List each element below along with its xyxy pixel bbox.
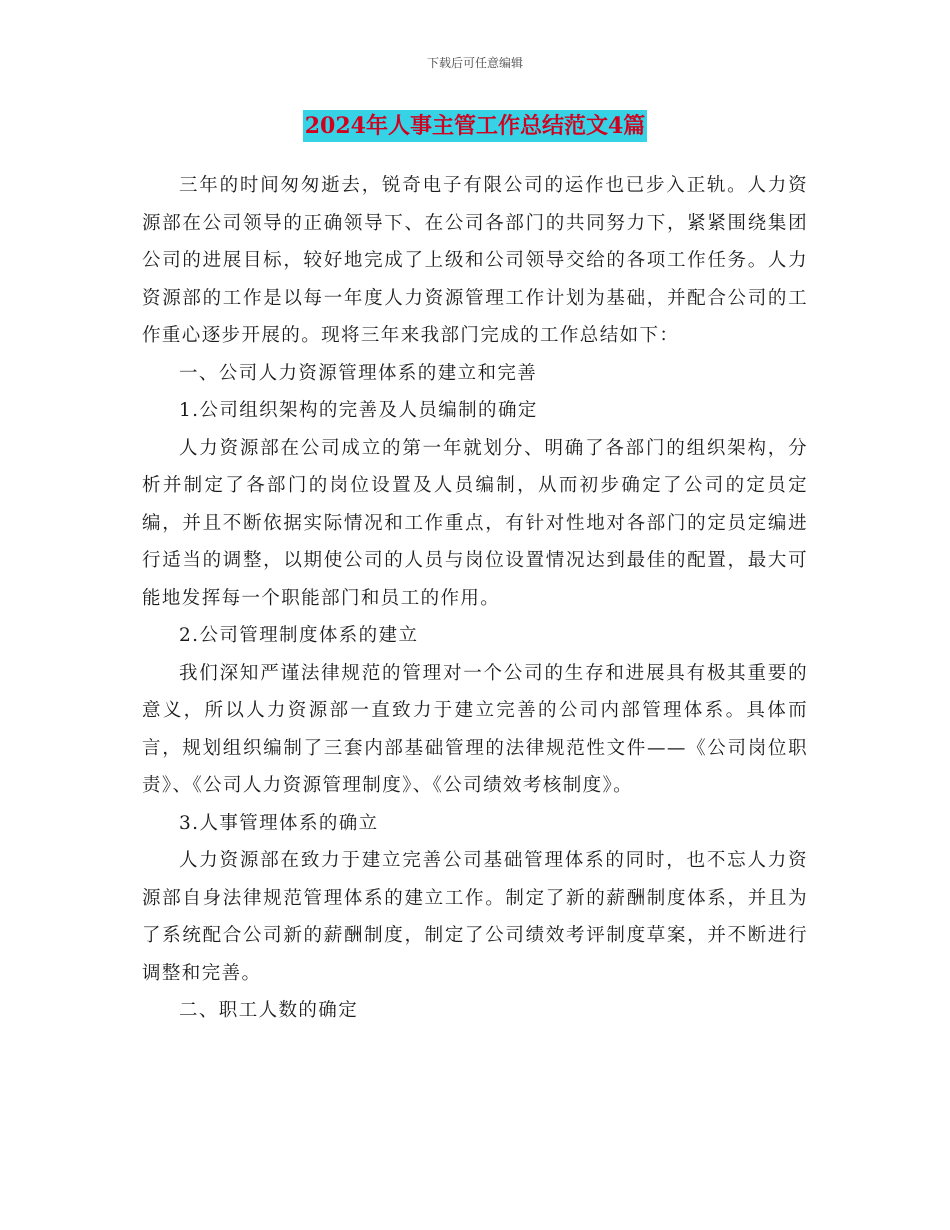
page-header-note: 下载后可任意编辑 — [426, 56, 523, 70]
paragraph-management-system: 我们深知严谨法律规范的管理对一个公司的生存和进展具有极其重要的意义，所以人力资源部一直致力于建立完善的公司内部管理体系。具体而言，规划组织编制了三套内部基础管理的法律规范性文件——《公司岗位职责》、《公司人力资源管理制度》、《公司绩效考核制度》。 — [142, 662, 808, 796]
subheading-1-3: 3.人事管理体系的确立 — [179, 812, 379, 834]
paragraph-hr-system: 人力资源部在致力于建立完善公司基础管理体系的同时，也不忘人力资源部自身法律规范管理体系的建立工作。制定了新的薪酬制度体系，并且为了系统配合公司新的薪酬制度，制定了公司绩效考评制度草案，并不断进行调整和完善。 — [142, 850, 808, 984]
paragraph-org-structure: 人力资源部在公司成立的第一年就划分、明确了各部门的组织架构，分析并制定了各部门的岗位设置及人员编制，从而初步确定了公司的定员定编，并且不断依据实际情况和工作重点，有针对性地对各部门的定员定编进行适当的调整，以期使公司的人员与岗位设置情况达到最佳的配置，最大可能地发挥每一个职能部门和员工的作用。 — [142, 437, 808, 609]
section-heading-1: 一、公司人力资源管理体系的建立和完善 — [179, 362, 538, 384]
paragraph-intro: 三年的时间匆匆逝去，锐奇电子有限公司的运作也已步入正轨。人力资源部在公司领导的正确领导下、在公司各部门的共同努力下，紧紧围绕集团公司的进展目标，较好地完成了上级和公司领导交给的各项工作任务。人力资源部的工作是以每一年度人力资源管理工作计划为基础，并配合公司的工作重心逐步开展的。现将三年来我部门完成的工作总结如下： — [142, 175, 808, 346]
document-title: 2024年人事主管工作总结范文4篇 — [303, 110, 648, 142]
title-container — [0, 110, 950, 142]
document-body — [142, 167, 808, 1030]
section-heading-2: 二、职工人数的确定 — [179, 1000, 359, 1021]
subheading-1-1: 1.公司组织架构的完善及人员编制的确定 — [179, 400, 538, 421]
subheading-1-2: 2.公司管理制度体系的建立 — [179, 625, 419, 646]
